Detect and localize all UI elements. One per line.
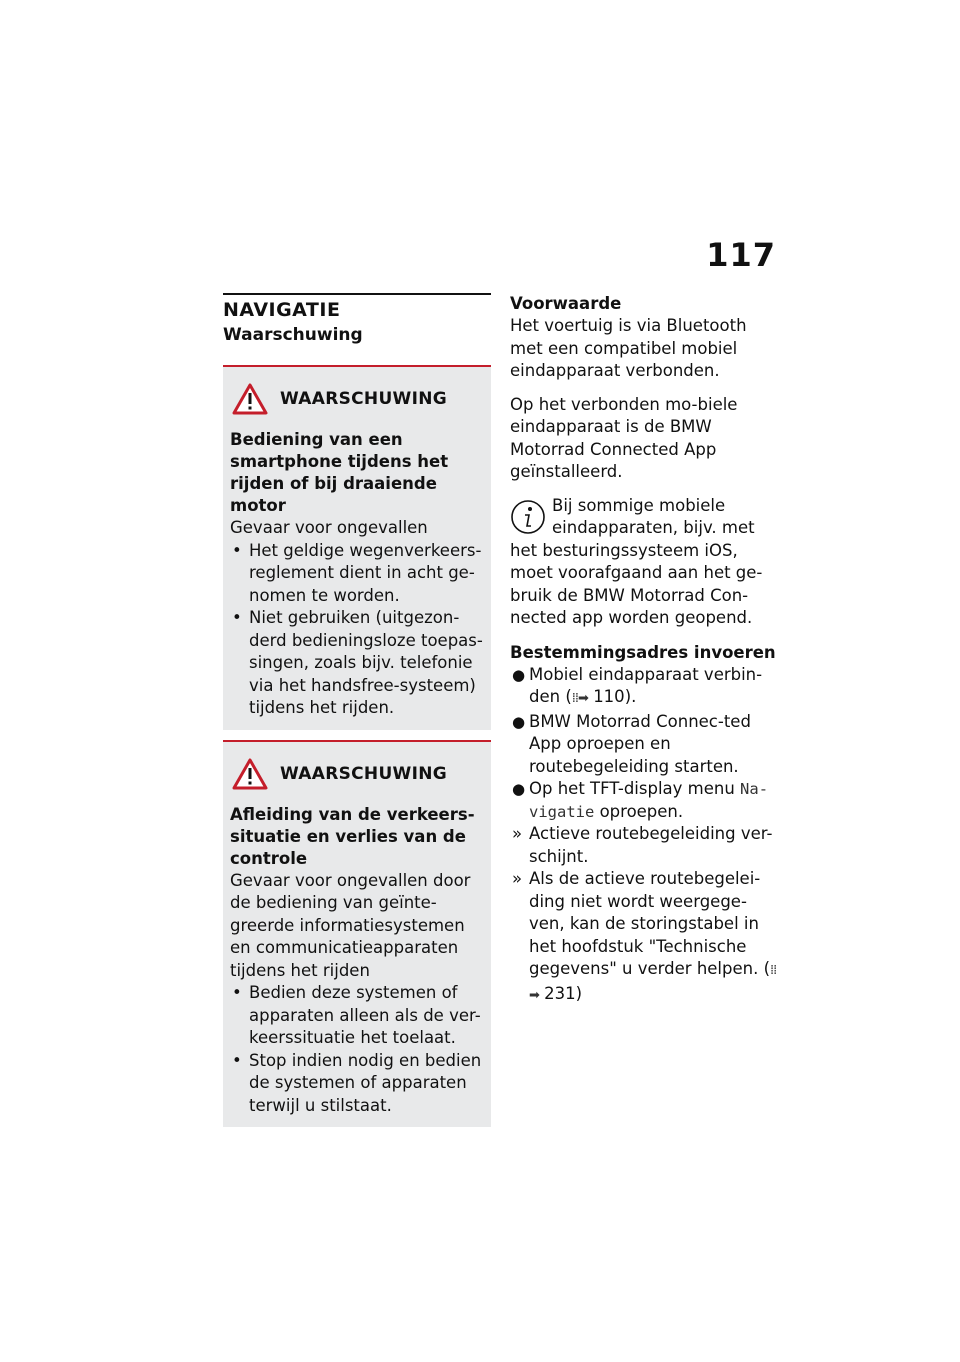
warning-triangle-icon bbox=[232, 758, 268, 790]
list-item: • Bedien deze systemen of apparaten alleen als de ver-keerssituatie het toelaat. bbox=[232, 983, 481, 1047]
list-item: ● Op het TFT-display menu Na-vigatie oproepen. bbox=[512, 779, 769, 821]
info-text: Bij sommige mobiele eindapparaten, bijv. met het besturingssysteem iOS, moet voorafgaand aan het ge-bruik de BMW Motorrad Con-nected app worden geopend. bbox=[510, 495, 763, 627]
page-reference-link[interactable]: 110 bbox=[593, 687, 625, 706]
precondition-heading: Voorwaarde bbox=[510, 294, 622, 313]
step-text-end: ). bbox=[624, 687, 637, 706]
right-column bbox=[510, 293, 780, 1007]
list-item: » Als de actieve routebegelei-ding niet wordt weergege-ven, kan de storingstabel in het hoofdstuk "Technische gegevens" u verder helpen. (⁞⁞➡ 231) bbox=[512, 869, 777, 1003]
destination-heading: Bestemmingsadres invoeren bbox=[510, 642, 776, 662]
warning-header bbox=[232, 383, 484, 415]
list-item-text: Stop indien nodig en bedien de systemen of apparaten terwijl u stilstaat. bbox=[249, 1050, 482, 1115]
list-item-text: Niet gebruiken (uitgezon-derd bedieningsloze toepas-singen, zoals bijv. telefonie via het handsfree-systeem) tijdens het rijden. bbox=[249, 608, 483, 717]
list-item: » Actieve routebegeleiding ver-schijnt. bbox=[512, 824, 773, 866]
list-item-text: Bedien deze systemen of apparaten alleen als de ver-keerssituatie het toelaat. bbox=[249, 983, 481, 1047]
step-text: Op het TFT-display menu bbox=[529, 779, 741, 798]
warning-triangle-icon bbox=[232, 383, 268, 415]
page-reference-arrow-icon: ⁞⁞➡ bbox=[529, 963, 777, 1003]
list-item: ● BMW Motorrad Connec-ted App oproepen en routebegeleiding starten. bbox=[512, 711, 751, 776]
left-column bbox=[223, 293, 491, 1127]
list-item: • Niet gebruiken (uitgezon-derd bedieningsloze toepas-singen, zoals bijv. telefonie via het handsfree-systeem) tijdens het rijden. bbox=[232, 608, 483, 717]
info-icon bbox=[510, 499, 546, 535]
section-title: NAVIGATIE bbox=[223, 299, 341, 321]
step-text-end: oproepen. bbox=[594, 801, 684, 821]
menu-name: Na-vigatie bbox=[529, 780, 769, 821]
list-item: ● Mobiel eindapparaat verbin-den (⁞⁞➡ 110). bbox=[512, 664, 763, 706]
info-note bbox=[510, 495, 780, 630]
warning-danger: Gevaar voor ongevallen door de bediening van geïnte-greerde informatiesystemen en communicatieapparaten tijdens het rijden bbox=[230, 870, 471, 980]
warning-box-1 bbox=[223, 365, 491, 730]
page-reference-link[interactable]: 231 bbox=[544, 983, 576, 1003]
warning-header bbox=[232, 758, 484, 790]
step-text: Mobiel eindapparaat verbin-den ( bbox=[529, 664, 763, 706]
list-item: • Stop indien nodig en bedien de systemen of apparaten terwijl u stilstaat. bbox=[232, 1050, 482, 1115]
page-reference-arrow-icon: ⁞⁞➡ bbox=[571, 691, 588, 706]
warning-list bbox=[230, 540, 484, 720]
warning-list bbox=[230, 982, 484, 1117]
precondition-text-2: Op het verbonden mo-biele eindapparaat is de BMW Motorrad Connected App geïnstalleerd. bbox=[510, 394, 738, 481]
warning-danger: Gevaar voor ongevallen bbox=[230, 518, 428, 537]
destination-steps bbox=[510, 664, 780, 1008]
subsection-title: Waarschuwing bbox=[223, 325, 363, 345]
result-text: Actieve routebegeleiding ver-schijnt. bbox=[529, 824, 773, 866]
list-item: • Het geldige wegenverkeers-reglement dient in acht ge-nomen te worden. bbox=[232, 540, 482, 605]
warning-box-2 bbox=[223, 740, 491, 1128]
list-item-text: Het geldige wegenverkeers-reglement dient in acht ge-nomen te worden. bbox=[249, 540, 482, 605]
result-text: Als de actieve routebegelei-ding niet wordt weergege-ven, kan de storingstabel in het hoofdstuk "Technische gegevens" u verder helpen. ( bbox=[529, 869, 771, 978]
page-number: 117 bbox=[706, 236, 776, 274]
warning-title: Bediening van een smartphone tijdens het rijden of bij draaiende motor bbox=[230, 430, 449, 515]
section-rule bbox=[223, 293, 491, 295]
warning-title: Afleiding van de verkeers-situatie en verlies van de controle bbox=[230, 804, 475, 868]
precondition-text-1: Het voertuig is via Bluetooth met een compatibel mobiel eindapparaat verbonden. bbox=[510, 316, 747, 380]
warning-label: WAARSCHUWING bbox=[280, 389, 448, 409]
warning-label: WAARSCHUWING bbox=[280, 763, 448, 784]
result-text-end: ) bbox=[575, 983, 583, 1003]
step-text: BMW Motorrad Connec-ted App oproepen en routebegeleiding starten. bbox=[529, 711, 751, 776]
